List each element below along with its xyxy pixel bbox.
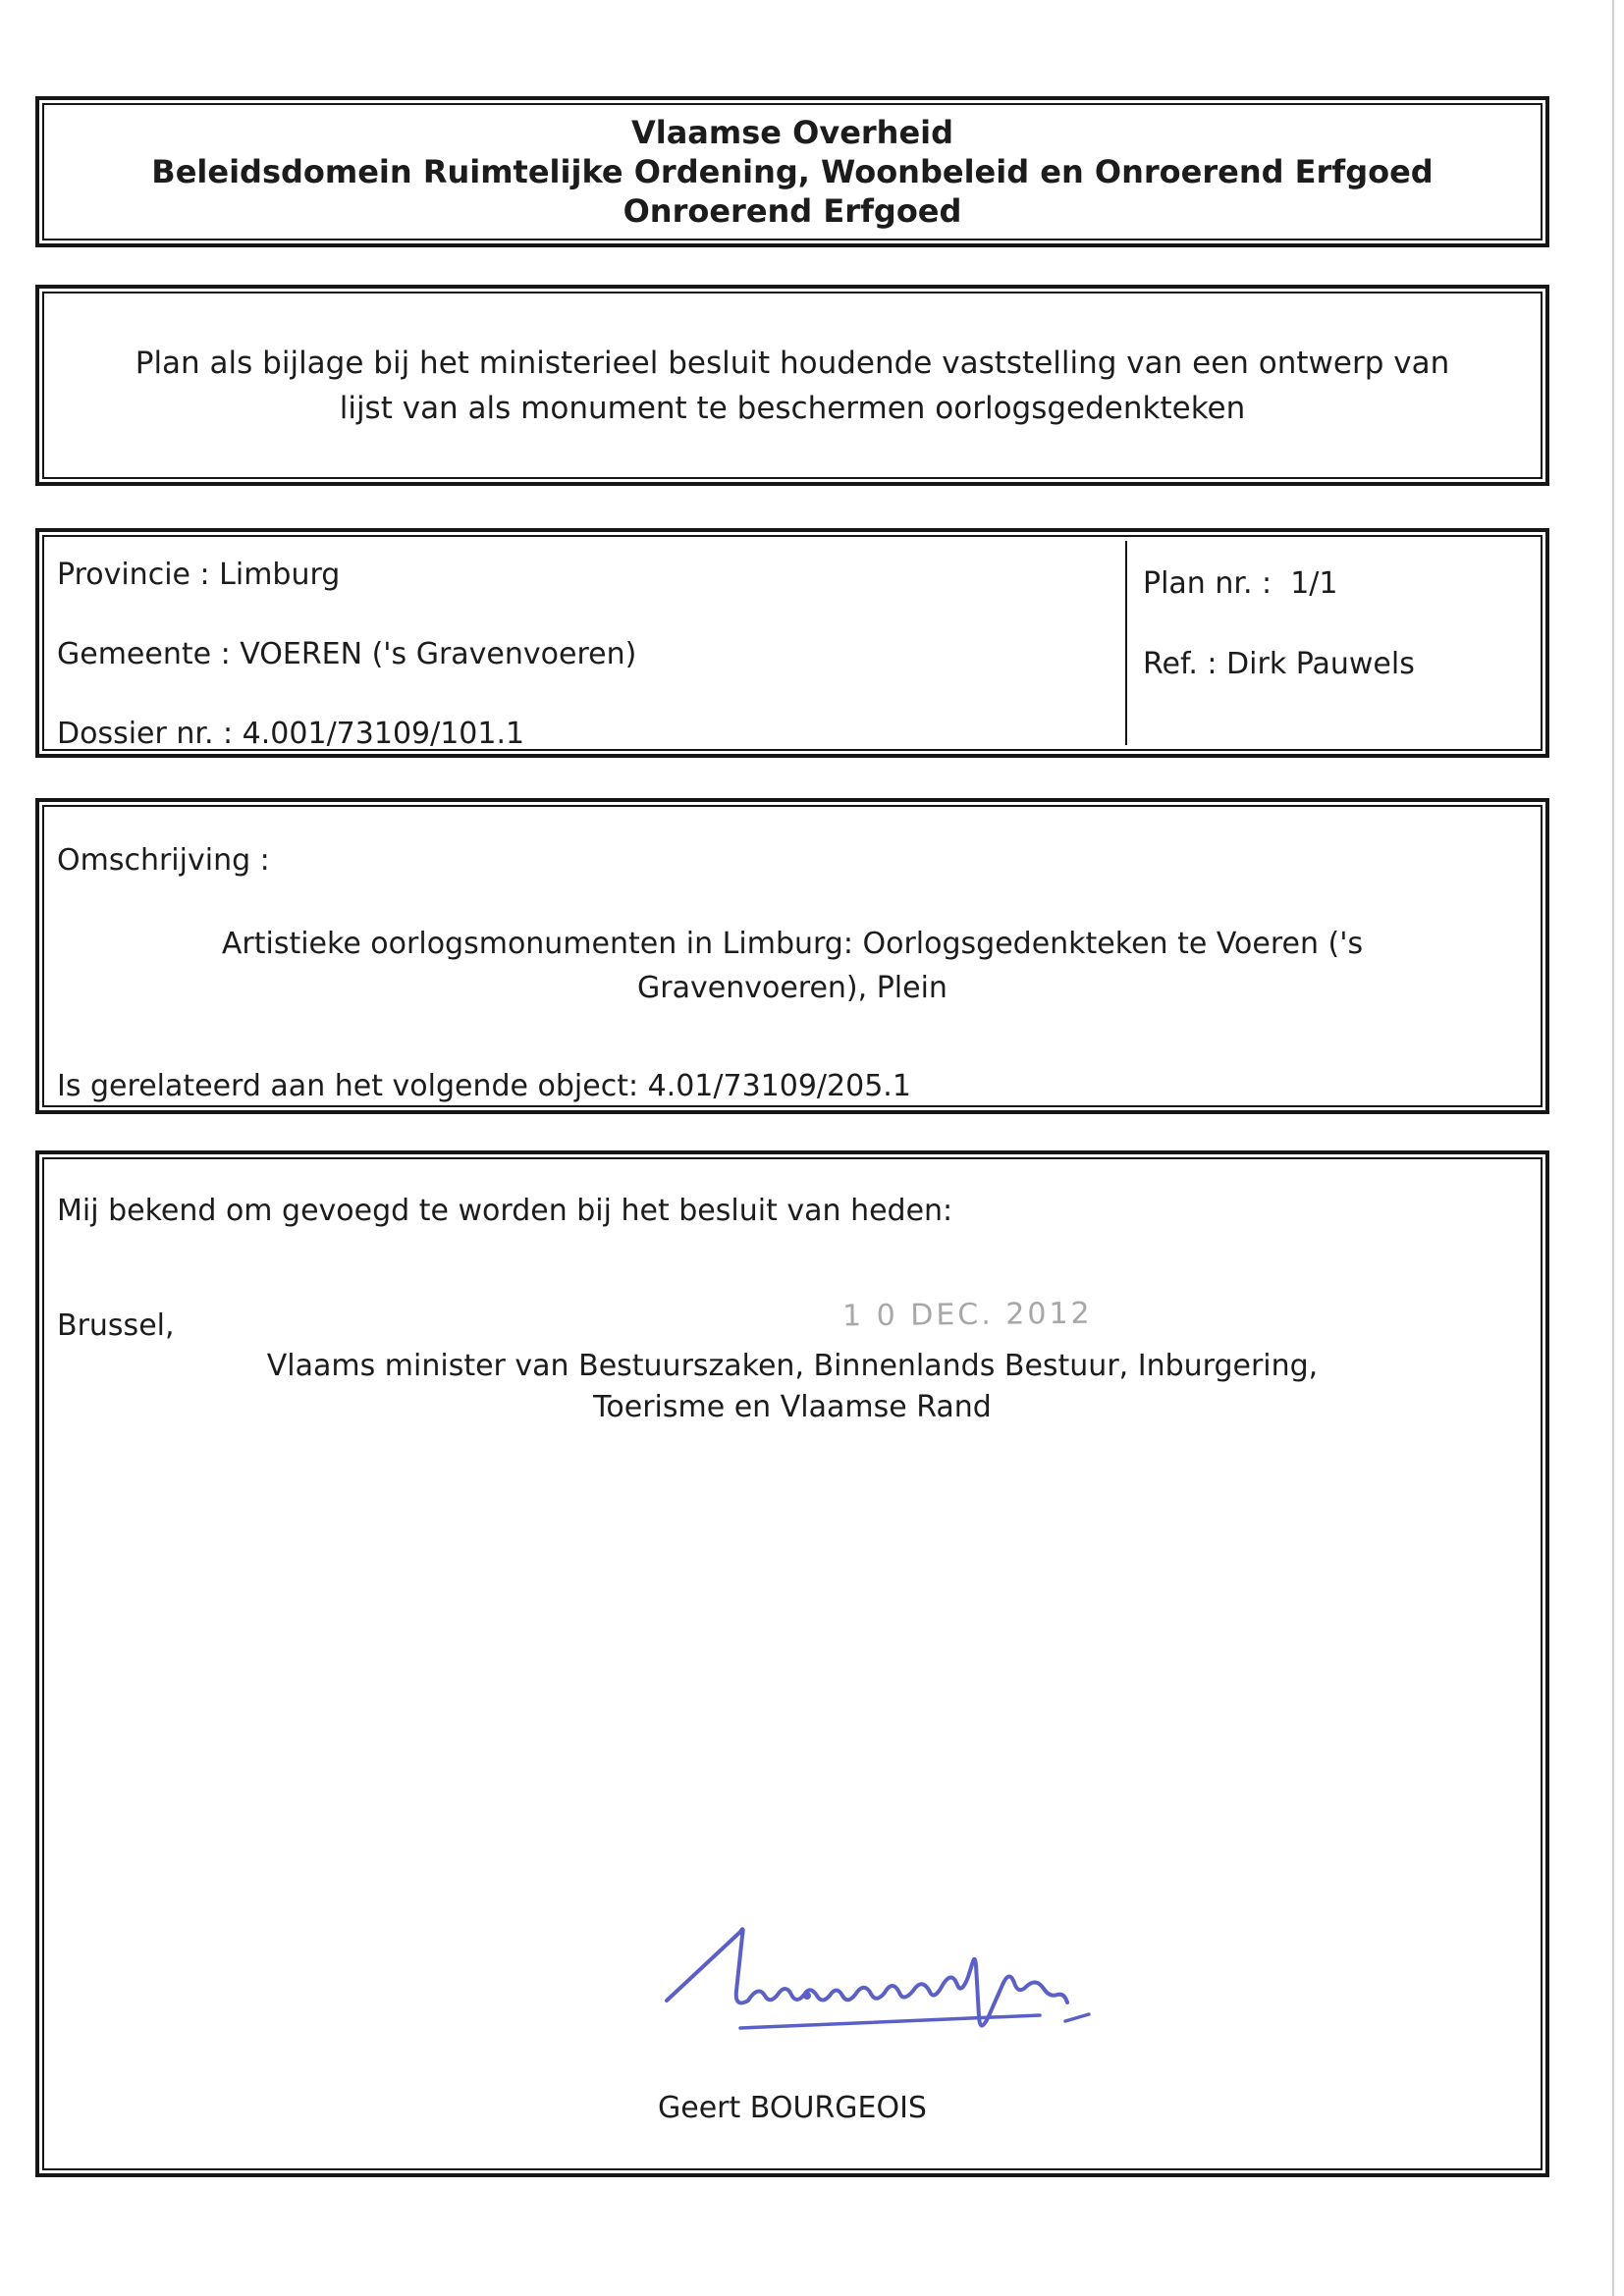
plan-title-box <box>35 285 1549 486</box>
header-box <box>35 96 1549 247</box>
city-label: Brussel, <box>57 1308 175 1343</box>
minister-title-line1: Vlaams minister van Bestuurszaken, Binnenlands Bestuur, Inburgering, <box>266 1349 1319 1383</box>
plan-title-line2: lijst van als monument te beschermen oorlogsgedenkteken <box>339 390 1246 426</box>
handwritten-signature <box>647 1918 1118 2056</box>
plan-number-field: Plan nr. : 1/1 <box>1143 566 1338 601</box>
plan-title-line1: Plan als bijlage bij het ministerieel besluit houdende vaststelling van een ontwerp van <box>135 345 1450 381</box>
municipality-field: Gemeente : VOEREN ('s Gravenvoeren) <box>57 637 637 671</box>
reference-field: Ref. : Dirk Pauwels <box>1143 647 1415 681</box>
date-stamp: 1 0 DEC. 2012 <box>841 1296 1093 1334</box>
related-object-field: Is gerelateerd aan het volgende object: 4.01/73109/205.1 <box>57 1069 911 1103</box>
scan-edge-line <box>1612 0 1614 2296</box>
signature-underline <box>740 2015 1040 2028</box>
signature-ink-blot <box>803 1992 811 2000</box>
description-box <box>35 798 1549 1114</box>
description-line2: Gravenvoeren), Plein <box>637 971 947 1005</box>
minister-title-line2: Toerisme en Vlaamse Rand <box>593 1390 992 1424</box>
info-box <box>35 528 1549 758</box>
signer-name: Geert BOURGEOIS <box>658 2091 927 2125</box>
org-policy-domain: Beleidsdomein Ruimtelijke Ordening, Woonbeleid en Onroerend Erfgoed <box>151 153 1434 190</box>
info-box-column-divider <box>1125 541 1127 745</box>
dossier-number-field: Dossier nr. : 4.001/73109/101.1 <box>57 717 525 751</box>
org-agency: Onroerend Erfgoed <box>623 192 962 230</box>
org-name: Vlaamse Overheid <box>630 114 954 151</box>
signature-box <box>35 1150 1549 2177</box>
description-line1: Artistieke oorlogsmonumenten in Limburg: Oorlogsgedenkteken te Voeren ('s <box>221 927 1364 961</box>
validation-statement: Mij bekend om gevoegd te worden bij het besluit van heden: <box>57 1194 953 1228</box>
description-label: Omschrijving : <box>57 843 270 878</box>
province-field: Provincie : Limburg <box>57 558 341 592</box>
